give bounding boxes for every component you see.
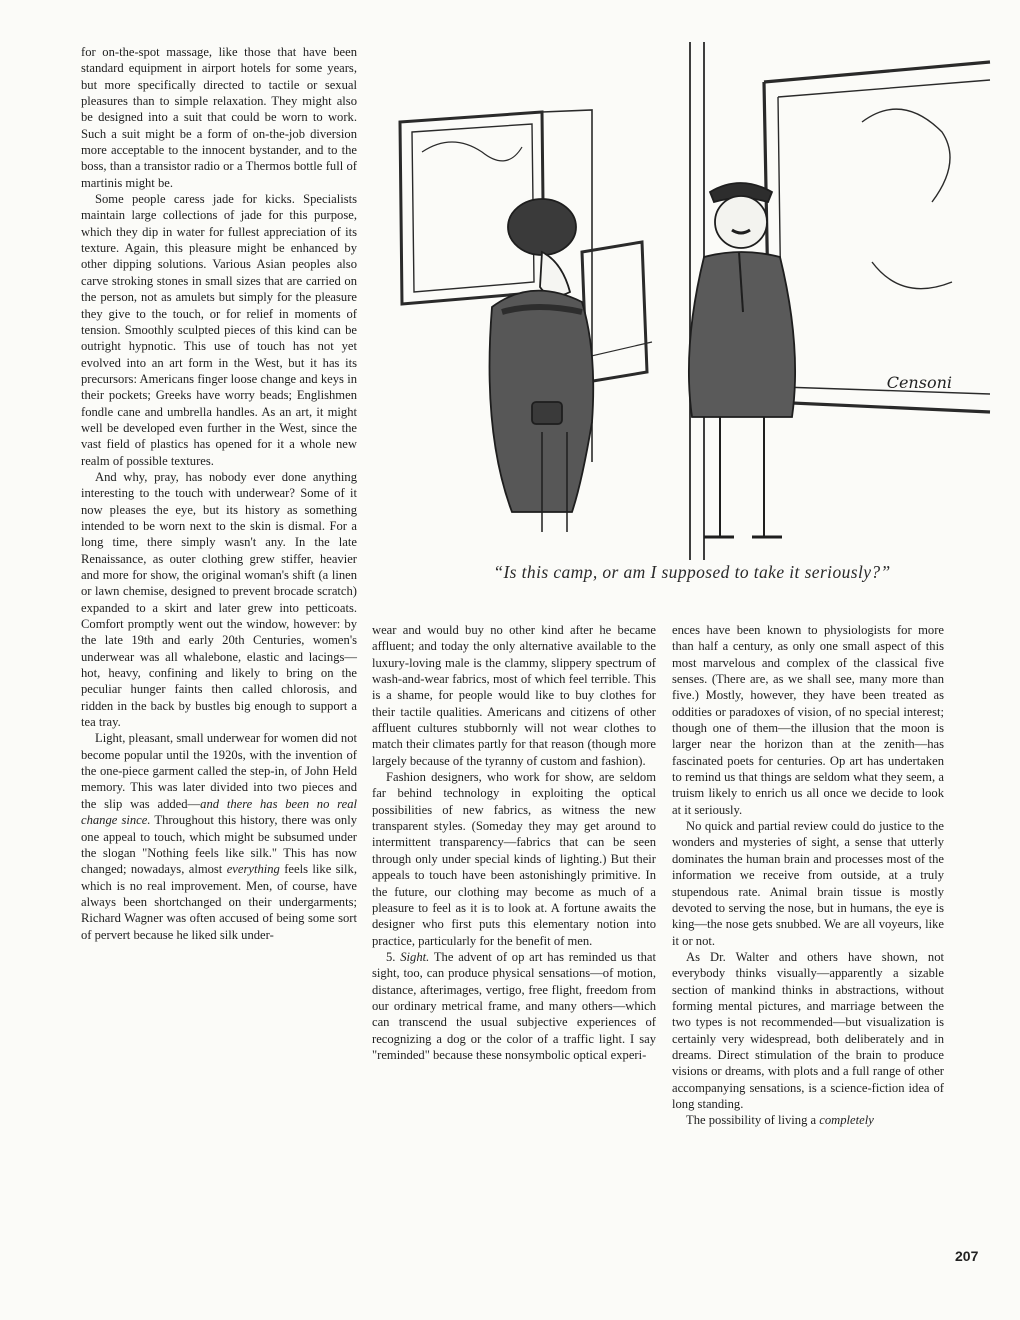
paragraph	[672, 1112, 944, 1128]
italic-text: everything	[226, 862, 280, 877]
cartoon-caption: “Is this camp, or am I supposed to take it seriously?”	[493, 562, 891, 582]
section-number: 5.	[386, 949, 401, 964]
page-number: 207	[955, 1248, 979, 1264]
left-column	[81, 44, 357, 943]
text-run: The advent of op art has reminded us that sight, too, can produce physical sensations—of motion, distance, afterimages, vertigo, free flight, freedom from our ordinary metrical frame, and many others—which can transcend the usual subjective experiences of recognizing a dog or the color of a traffic light. I say "reminded" because these nonsymbolic optical experi-	[372, 949, 657, 1062]
section-heading: Sight.	[400, 949, 430, 964]
cartoonist-signature: Censoni	[886, 373, 952, 392]
cartoon-illustration	[392, 42, 992, 560]
paragraph: And why, pray, has nobody ever done anything interesting to the touch with underwear? Some of it now pleases the eye, but its history as something intended to be worn next to the skin is dismal. For a long time, there simply wasn't any. In the late Renaissance, as outer clothing grew stiffer, heavier and more for show, the original woman's shift (a linen or lawn chemise, designed to prevent brocade scratch) expanded to a skirt and later grew into petticoats. Comfort promptly went out the window, however: by the late 19th and early 20th Centuries, women's underwear was all whalebone, elastic and lacings—hot, heavy, confining and likely to bring on the peculiar hunger faints then called chlorosis, and ridden in the back by bustles big enough to support a tea tray.	[81, 469, 357, 730]
paragraph: As Dr. Walter and others have shown, not everybody thinks visually—apparently a sizable section of mankind thinks in abstractions, without forming mental pictures, and marriage between the two types is not recommended—but visualization is certainly very widespread, both deliberately and in dreams. Direct stimulation of the brain to produce visions or dreams, with plots and a full range of other accompanying sensations, is a science-fiction idea of long standing.	[672, 949, 944, 1111]
paragraph: Some people caress jade for kicks. Specialists maintain large collections of jade for this purpose, which they dip in water for fullest appreciation of its texture. Again, this pleasure might be enhanced by other dipping solutions. Various Asian peoples also carve stroking stones in small sizes that are carried on the person, not as amulets but simply for the pleasure they give to the touch, or for relief in moments of tension. Smoothly sculpted pieces of this kind can be outright hypnotic. This use of touch has not yet evolved into an art form in the West, but it has its precursors: Americans finger loose change and keys in their pockets; Greeks have worry beads; Englishmen fondle cane and umbrella handles. As an art, it might well be developed even further in the West, since the vast field of plastics has opened for it a whole new realm of possible textures.	[81, 192, 357, 468]
paragraph: ences have been known to physiologists for more than half a century, as only one small aspect of this most marvelous and complex of the classical five senses. (There are, as we shall see, many more than five.) Mostly, however, they have been treated as oddities or paradoxes of vision, of no special interest; though one of them—the illusion that the moon is larger near the horizon than at the zenith—has fascinated poets for centuries. Op art has undertaken to remind us that things are seldom what they seem, a truism likely to enrich us all once we decide to look at it seriously.	[672, 623, 944, 817]
paragraph: No quick and partial review could do justice to the wonders and mysteries of sight, a sense that utterly dominates the human brain and processes most of the information we receive from outside, at a truly stupendous rate. Animal brain tissue is mostly devoted to serving the nose, but in humans, the eye is king—the nose gets snubbed. We are all voyeurs, like it or not.	[672, 819, 944, 948]
text-run: The possibility of living a	[686, 1113, 820, 1128]
text-run: Light, pleasant, small underwear for women did not become popular until the 1920s, with the invention of the one-piece garment called the step-in, of John Held memory. This was later divided into two pieces and the slip was added—	[81, 731, 357, 811]
italic-text: completely	[819, 1113, 874, 1128]
paragraph: for on-the-spot massage, like those that have been standard equipment in airport hotels for some years, but more specifically directed to tactile or sexual pleasures than to simple relaxation. They might also be designed into a suit that could be worn to work. Such a suit might be a form of on-the-job diversion more acceptable to the innocent bystander, and to the boss, than a transistor radio or a Thermos bottle full of martinis might be.	[81, 45, 357, 190]
middle-column	[372, 622, 656, 1063]
paragraph: wear and would buy no other kind after he became affluent; and today the only alternative available to the luxury-loving male is the clammy, slippery spectrum of wash-and-wear fabrics, most of which feel terrible. This is a shame, for people would like to buy clothes for their tactile qualities. Americans and citizens of other affluent cultures stubbornly will not wear clothes to match their climates partly for that reason (though more largely because of the tyranny of custom and fashion).	[372, 623, 656, 768]
right-column	[672, 622, 944, 1129]
paragraph	[81, 730, 357, 942]
cartoon-drawing	[392, 42, 992, 560]
italic-text: and there has been no real change since.	[81, 796, 357, 828]
paragraph: Fashion designers, who work for show, are seldom far behind technology in exploiting the optical possibilities of new fabrics, as witness the new transparent styles. (Someday they may get around to intermittent transparency—fabrics that can be seen through only under special kinds of lighting.) But their appeals to touch have been astonishingly primitive. In the future, our clothing may become as much of a pleasure to feel as it is to look at. A fortune awaits the designer who first puts this elementary notion into practice, particularly for the benefit of men.	[372, 770, 656, 948]
paragraph	[372, 949, 656, 1063]
text-run: feels like silk, which is no real improvement. Men, of course, have always been shortchanged on their undergarments; Richard Wagner was often accused of being some sort of pervert because he liked silk under-	[81, 862, 358, 942]
text-run: Throughout this history, there was only one appeal to touch, which might be subsumed under the slogan "Nothing feels like silk." This has now changed; nowadays, almost	[81, 813, 357, 877]
